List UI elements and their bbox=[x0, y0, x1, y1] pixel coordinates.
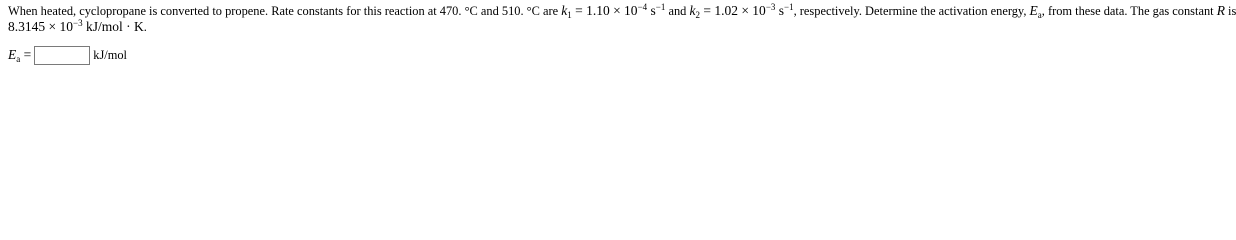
answer-ea-symbol: E bbox=[8, 47, 17, 62]
question-intro: When heated, cyclopropane is converted to propene. Rate constants for this reaction at 470. °C and 510. °C are bbox=[8, 4, 562, 18]
answer-row bbox=[8, 45, 127, 65]
and-text: and bbox=[665, 4, 690, 18]
k2-value: = 1.02 × 10 bbox=[699, 3, 766, 18]
question-outro-2: , from these data. The gas constant bbox=[1041, 4, 1217, 18]
k2-unit-exponent: −1 bbox=[784, 2, 794, 12]
ea-symbol: E bbox=[1029, 3, 1038, 18]
question-line-2 bbox=[8, 19, 1196, 35]
question-text bbox=[8, 2, 1236, 35]
k1-symbol: k bbox=[561, 3, 568, 18]
k2-symbol: k bbox=[689, 3, 696, 18]
k2-exponent: −3 bbox=[765, 2, 776, 12]
k1-value: = 1.10 × 10 bbox=[571, 3, 638, 18]
answer-label bbox=[8, 47, 31, 63]
ea-inline bbox=[1030, 3, 1042, 18]
k1-unit-exponent: −1 bbox=[655, 2, 666, 12]
k1-subscript: 1 bbox=[567, 10, 572, 20]
answer-unit: kJ/mol bbox=[93, 47, 127, 62]
answer-equals: = bbox=[20, 47, 32, 62]
k2-subscript: 2 bbox=[695, 10, 700, 20]
k1-unit: s bbox=[647, 3, 656, 18]
ea-subscript: a bbox=[1037, 10, 1042, 20]
question-period: . bbox=[143, 20, 147, 34]
r-symbol: R bbox=[1216, 3, 1225, 18]
r-value: 8.3145 × 10 bbox=[8, 19, 73, 34]
k2-expression bbox=[689, 3, 793, 18]
question-line-1 bbox=[8, 2, 1236, 20]
question-outro: , respectively. Determine the activation energy, bbox=[793, 4, 1030, 18]
k1-expression bbox=[561, 3, 665, 18]
answer-ea-subscript: a bbox=[16, 54, 21, 64]
r-unit: kJ/mol · K bbox=[82, 19, 144, 34]
k1-exponent: −4 bbox=[637, 2, 648, 12]
activation-energy-input[interactable] bbox=[34, 46, 90, 65]
is-text: is bbox=[1224, 4, 1236, 18]
r-exponent: −3 bbox=[73, 18, 83, 28]
gas-constant-expression bbox=[8, 19, 144, 34]
k2-unit: s bbox=[775, 3, 785, 18]
